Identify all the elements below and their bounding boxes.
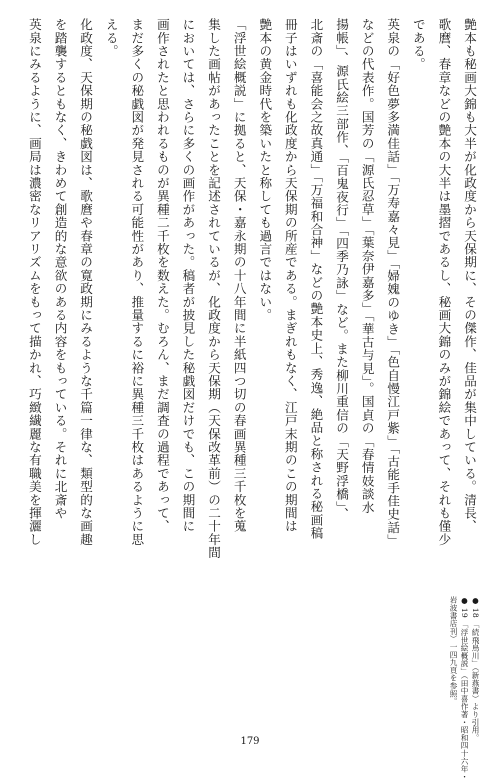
text-line: 歌麿、春章などの艶本の大半は墨摺であるし、秘画大錦のみが錦絵であって、それも僅少 — [436, 18, 452, 546]
text-line: 冊子はいずれも化政度から天保期の所産である。まぎれもなく、江戸末期のこの期間は — [282, 18, 298, 533]
text-line: 揚帳」、源氏絵三部作、「百鬼夜行」「四季乃詠」など。また柳川重信の「天野浮橋」、 — [334, 18, 350, 521]
text-line: える。 — [103, 18, 119, 58]
text-line: である。 — [410, 18, 426, 71]
text-line: においては、さらに多くの画作があった。稿者が披見した秘戯図だけでも、この期間に — [180, 18, 196, 533]
footnote-line: ● 19 「浮世絵概説」（田中喜作著・昭和四十六年・ — [460, 596, 469, 781]
text-line: などの代表作。国芳の「源氏忍草」「葉奈伊嘉多」「華古与見」。国貞の「春情妓談水 — [359, 18, 375, 514]
footnote-line: ● 18 「続飛鳥川」（新燕書）より引用。 — [471, 596, 480, 742]
text-line: 英泉の「好色夢多満佳話」「万寿嘉々見」「婦媿のゆき」「色自慢江戸紫」「古能手佳史話」 — [385, 18, 401, 548]
text-line: 艶本も秘画大錦も大半が化政度から天保期に、その傑作、佳品が集中している。清長、 — [462, 18, 477, 533]
footnotes — [421, 596, 481, 781]
text-line: 英泉にみるように、画局は濃密なリアリズムをもって描かれ、巧緻繊麗な有職美を揮灑し — [26, 18, 42, 546]
text-line: まだ多くの秘戯図が発見される可能性があり、推量するに裕に異種三千枚はあるように思 — [129, 18, 145, 546]
text-line: 北斎の「喜能会之故真通」「万福和合神」などの艶本史上、秀逸、絶品と称される秘画稿 — [308, 18, 324, 540]
page-number: 179 — [240, 736, 260, 747]
text-line: 化政度、天保期の秘戯図は、歌麿や春章の寛政期にみるような千篇一律な、類型的な画趣 — [78, 18, 94, 546]
main-text-body — [26, 18, 482, 560]
text-line: 画作されたと思われるものが異種二千枚を数えた。むろん、まだ調査の過程であって、 — [154, 18, 170, 533]
text-line: 集した画帖があったことを記述されているが、化政度から天保期（天保改革前）の二十年間 — [206, 18, 222, 560]
text-line: 艶本の黄金時代を築いたと称しても過言ではない。 — [257, 18, 273, 322]
text-line: を踏襲するともなく、きわめて創造的な意欲のある内容をもっている。それに北斎や — [52, 18, 68, 520]
footnote-line: 岩波書店刊）一四九頁を参照。 — [449, 596, 458, 706]
text-line: 「浮世絵概説」に拠ると、天保・嘉永期の十八年間に半紙四つ切の春画異種三千枚を蒐 — [231, 18, 247, 533]
